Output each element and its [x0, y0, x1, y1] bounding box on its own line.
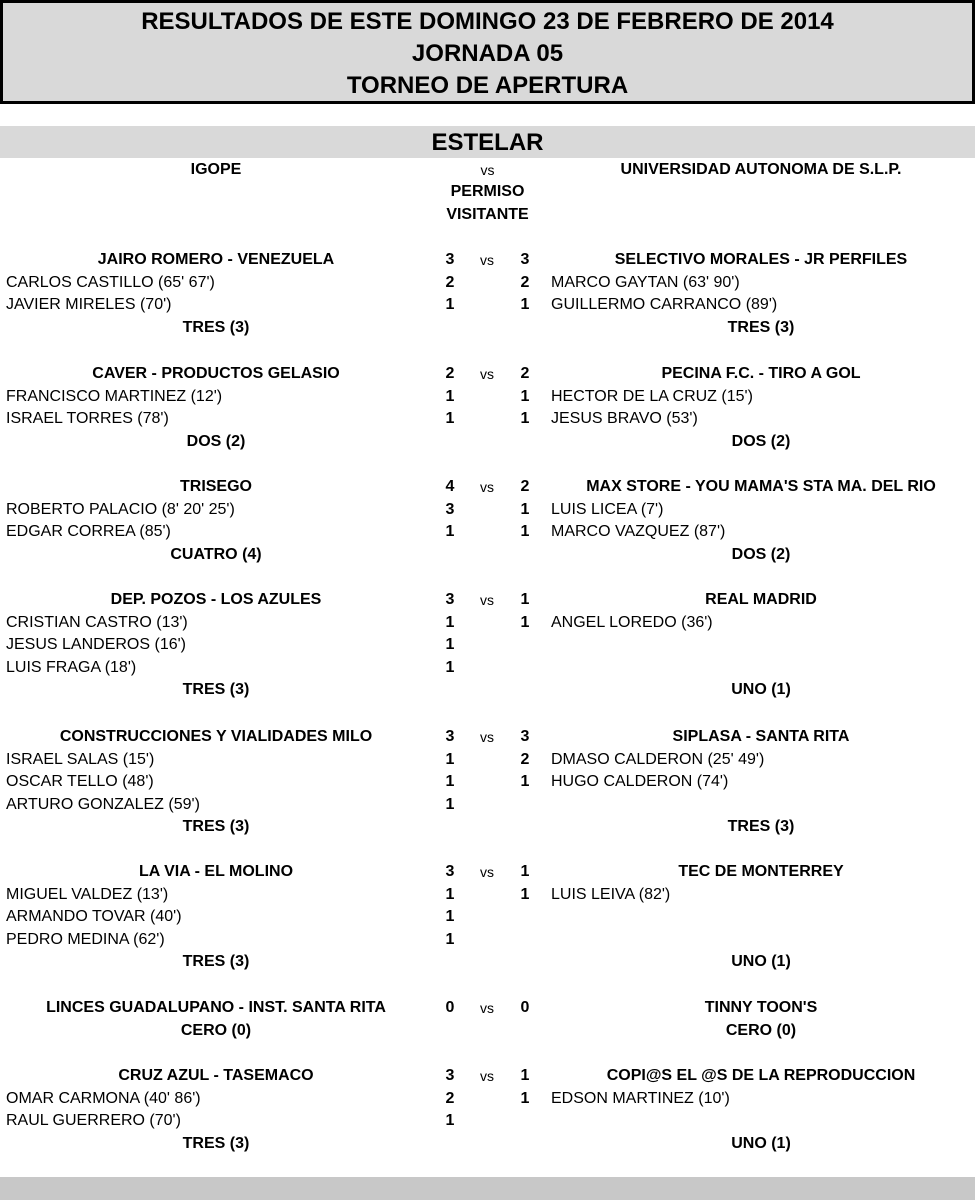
estelar-vs: vs [480, 162, 495, 178]
home-team: LA VIA - EL MOLINO [138, 863, 294, 880]
away-score: 2 [520, 478, 530, 495]
away-scorer: EDSON MARTINEZ (10') [551, 1089, 730, 1107]
home-scorer: CARLOS CASTILLO (65' 67') [6, 273, 215, 291]
scorer-row [0, 1088, 975, 1111]
totals-row [0, 317, 975, 340]
scorer-row [0, 294, 975, 317]
away-total: TRES (3) [727, 318, 795, 336]
home-scorer-goals: 1 [445, 636, 455, 654]
vs-label: vs [480, 366, 494, 382]
scorer-row [0, 612, 975, 635]
home-scorer: CRISTIAN CASTRO (13') [6, 613, 188, 631]
home-scorer: JESUS LANDEROS (16') [6, 636, 186, 654]
scorer-row [0, 794, 975, 817]
home-total: TRES (3) [182, 681, 250, 699]
home-score: 3 [445, 728, 455, 745]
header-matchday: JORNADA 05 [411, 40, 564, 67]
scorer-row [0, 272, 975, 295]
away-scorer: JESUS BRAVO (53') [551, 410, 698, 428]
match-row [0, 726, 975, 749]
home-scorer: JAVIER MIRELES (70') [6, 296, 172, 314]
scorer-row [0, 521, 975, 544]
home-total: TRES (3) [182, 953, 250, 971]
home-scorer-goals: 1 [445, 523, 455, 541]
estelar-visitante: VISITANTE [446, 206, 529, 223]
away-total: DOS (2) [731, 545, 791, 563]
home-total: TRES (3) [182, 1134, 250, 1152]
home-score: 0 [445, 999, 455, 1016]
estelar-permiso-row [0, 181, 975, 204]
home-scorer: OMAR CARMONA (40' 86') [6, 1089, 201, 1107]
away-team: SIPLASA - SANTA RITA [672, 728, 850, 745]
home-total: CUATRO (4) [170, 545, 262, 563]
home-scorer-goals: 1 [445, 750, 455, 768]
home-score: 3 [445, 863, 455, 880]
away-scorer: LUIS LEIVA (82') [551, 885, 671, 903]
away-team: SELECTIVO MORALES - JR PERFILES [614, 251, 908, 268]
home-scorer-goals: 1 [445, 908, 455, 926]
home-team: JAIRO ROMERO - VENEZUELA [97, 251, 335, 268]
away-score: 0 [520, 999, 530, 1016]
away-score: 2 [520, 365, 530, 382]
match-row [0, 861, 975, 884]
away-scorer-goals: 1 [520, 387, 530, 405]
away-scorer: MARCO GAYTAN (63' 90') [551, 273, 740, 291]
home-scorer-goals: 1 [445, 613, 455, 631]
home-scorer-goals: 1 [445, 930, 455, 948]
vs-label: vs [480, 1068, 494, 1084]
away-score: 3 [520, 728, 530, 745]
vs-label: vs [480, 479, 494, 495]
away-scorer-goals: 1 [520, 1089, 530, 1107]
estelar-away-team: UNIVERSIDAD AUTONOMA DE S.L.P. [620, 161, 902, 178]
home-scorer-goals: 2 [445, 273, 455, 291]
results-header [0, 0, 975, 104]
home-scorer-goals: 1 [445, 410, 455, 428]
away-score: 3 [520, 251, 530, 268]
home-score: 2 [445, 365, 455, 382]
totals-row [0, 951, 975, 974]
home-scorer-goals: 2 [445, 1089, 455, 1107]
away-score: 1 [520, 591, 530, 608]
away-total: DOS (2) [731, 432, 791, 450]
scorer-row [0, 771, 975, 794]
home-score: 4 [445, 478, 455, 495]
away-total: CERO (0) [725, 1021, 797, 1039]
away-scorer-goals: 1 [520, 773, 530, 791]
home-scorer-goals: 1 [445, 658, 455, 676]
match-row [0, 1065, 975, 1088]
estelar-visitante-row [0, 204, 975, 227]
away-team: TINNY TOON'S [704, 999, 818, 1016]
home-scorer: MIGUEL VALDEZ (13') [6, 885, 169, 903]
home-team: LINCES GUADALUPANO - INST. SANTA RITA [46, 999, 386, 1016]
away-scorer-goals: 2 [520, 750, 530, 768]
away-score: 1 [520, 863, 530, 880]
totals-row [0, 1133, 975, 1156]
scorer-row [0, 749, 975, 772]
home-team: TRISEGO [179, 478, 252, 495]
home-scorer: ROBERTO PALACIO (8' 20' 25') [6, 500, 235, 518]
totals-row [0, 816, 975, 839]
home-scorer-goals: 1 [445, 773, 455, 791]
home-total: DOS (2) [186, 432, 246, 450]
match-row [0, 363, 975, 386]
home-scorer-goals: 1 [445, 296, 455, 314]
away-scorer: LUIS LICEA (7') [551, 500, 664, 518]
estelar-home-team: IGOPE [190, 161, 242, 178]
section-title: ESTELAR [0, 126, 975, 158]
home-team: CAVER - PRODUCTOS GELASIO [92, 365, 340, 382]
scorer-row [0, 929, 975, 952]
away-total: UNO (1) [731, 953, 791, 971]
home-team: DEP. POZOS - LOS AZULES [110, 591, 322, 608]
match-row [0, 476, 975, 499]
home-scorer-goals: 1 [445, 387, 455, 405]
home-scorer: ARTURO GONZALEZ (59') [6, 795, 200, 813]
home-scorer-goals: 1 [445, 885, 455, 903]
bottom-bar [0, 1177, 975, 1200]
header-tournament: TORNEO DE APERTURA [346, 72, 629, 99]
away-scorer-goals: 1 [520, 885, 530, 903]
home-scorer-goals: 1 [445, 1112, 455, 1130]
away-scorer: HECTOR DE LA CRUZ (15') [551, 387, 753, 405]
scorer-row [0, 657, 975, 680]
totals-row [0, 431, 975, 454]
away-total: UNO (1) [731, 681, 791, 699]
home-total: TRES (3) [182, 318, 250, 336]
scorer-row [0, 906, 975, 929]
scorer-row [0, 408, 975, 431]
home-scorer: EDGAR CORREA (85') [6, 523, 171, 541]
home-team: CONSTRUCCIONES Y VIALIDADES MILO [59, 728, 373, 745]
home-scorer: FRANCISCO MARTINEZ (12') [6, 387, 223, 405]
totals-row [0, 679, 975, 702]
away-team: COPI@S EL @S DE LA REPRODUCCION [606, 1067, 916, 1084]
vs-label: vs [480, 592, 494, 608]
totals-row [0, 1020, 975, 1043]
scorer-row [0, 499, 975, 522]
vs-label: vs [480, 252, 494, 268]
away-scorer-goals: 1 [520, 523, 530, 541]
scorer-row [0, 386, 975, 409]
vs-label: vs [480, 1000, 494, 1016]
vs-label: vs [480, 864, 494, 880]
away-scorer-goals: 1 [520, 613, 530, 631]
header-title: RESULTADOS DE ESTE DOMINGO 23 DE FEBRERO DE 2014 [141, 8, 834, 35]
away-scorer: MARCO VAZQUEZ (87') [551, 523, 726, 541]
away-team: REAL MADRID [705, 591, 817, 608]
away-total: UNO (1) [731, 1134, 791, 1152]
match-row [0, 997, 975, 1020]
away-scorer-goals: 2 [520, 273, 530, 291]
home-scorer: LUIS FRAGA (18') [6, 658, 137, 676]
match-row [0, 249, 975, 272]
home-score: 3 [445, 591, 455, 608]
home-scorer: ARMANDO TOVAR (40') [6, 908, 182, 926]
home-total: TRES (3) [182, 818, 250, 836]
scorer-row [0, 634, 975, 657]
scorer-row [0, 1110, 975, 1133]
away-scorer-goals: 1 [520, 500, 530, 518]
away-team: PECINA F.C. - TIRO A GOL [661, 365, 861, 382]
away-scorer: ANGEL LOREDO (36') [551, 613, 713, 631]
away-scorer: HUGO CALDERON (74') [551, 773, 729, 791]
home-team: CRUZ AZUL - TASEMACO [118, 1067, 314, 1084]
match-row [0, 589, 975, 612]
away-scorer: GUILLERMO CARRANCO (89') [551, 296, 778, 314]
totals-row [0, 544, 975, 567]
home-scorer: OSCAR TELLO (48') [6, 773, 154, 791]
away-team: MAX STORE - YOU MAMA'S STA MA. DEL RIO [586, 478, 936, 495]
home-scorer: PEDRO MEDINA (62') [6, 930, 165, 948]
scorer-row [0, 884, 975, 907]
home-score: 3 [445, 1067, 455, 1084]
away-team: TEC DE MONTERREY [678, 863, 844, 880]
away-score: 1 [520, 1067, 530, 1084]
vs-label: vs [480, 729, 494, 745]
estelar-permiso: PERMISO [450, 183, 525, 200]
home-scorer-goals: 3 [445, 500, 455, 518]
away-scorer: DMASO CALDERON (25' 49') [551, 750, 765, 768]
home-score: 3 [445, 251, 455, 268]
estelar-row [0, 159, 975, 182]
home-total: CERO (0) [180, 1021, 252, 1039]
away-total: TRES (3) [727, 818, 795, 836]
away-scorer-goals: 1 [520, 296, 530, 314]
home-scorer: ISRAEL SALAS (15') [6, 750, 155, 768]
home-scorer: RAUL GUERRERO (70') [6, 1112, 181, 1130]
home-scorer-goals: 1 [445, 795, 455, 813]
away-scorer-goals: 1 [520, 410, 530, 428]
home-scorer: ISRAEL TORRES (78') [6, 410, 169, 428]
